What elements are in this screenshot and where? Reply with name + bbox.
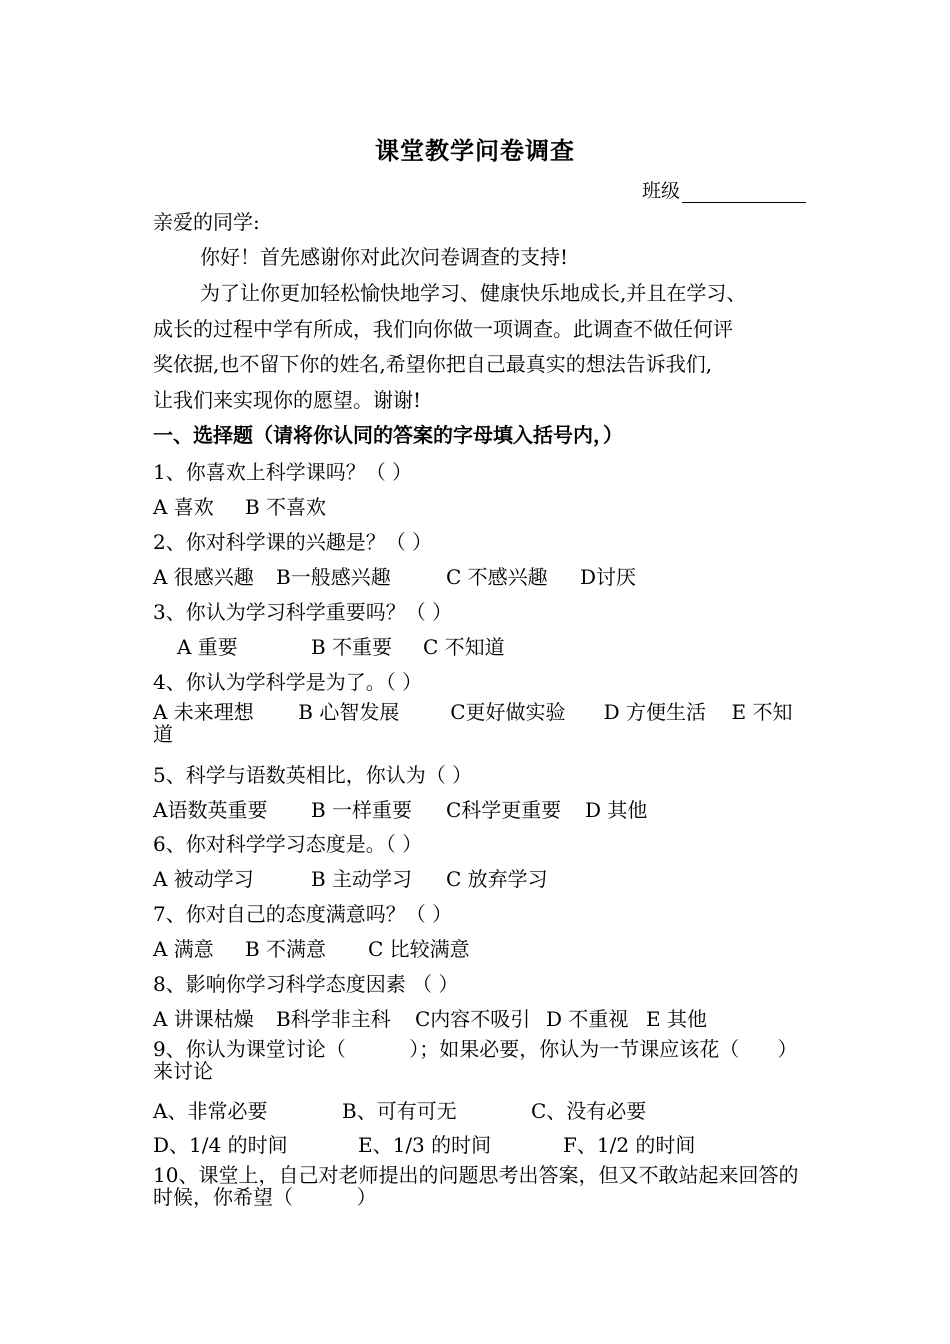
intro-line-1: 为了让你更加轻松愉快地学习、健康快乐地成长,并且在学习、	[200, 281, 747, 305]
question-7: 7、你对自己的态度满意吗？（ ）	[153, 902, 453, 926]
q6-option-a: A 被动学习	[153, 867, 254, 891]
intro-line-3: 奖依据,也不留下你的姓名,希望你把自己最真实的想法告诉我们,	[153, 352, 713, 376]
q7-option-c: C 比较满意	[368, 937, 470, 961]
question-2: 2、你对科学课的兴趣是？（ ）	[153, 530, 433, 554]
q8-option-e: E 其他	[646, 1007, 707, 1031]
q6-option-c: C 放弃学习	[446, 867, 548, 891]
q8-option-a: A 讲课枯燥	[153, 1007, 254, 1031]
q8-option-d: D 不重视	[546, 1007, 629, 1031]
question-9: 9、你认为课堂讨论（ ）；如果必要，你认为一节课应该花（ ）来讨论	[153, 1037, 798, 1083]
q6-option-b: B 主动学习	[311, 867, 413, 891]
q4-options: A 未来理想 B 心智发展 C更好做实验 D 方便生活 E 不知道	[153, 700, 793, 746]
q2-option-d: D讨厌	[580, 565, 637, 589]
q2-option-c: C 不感兴趣	[446, 565, 548, 589]
page-title: 课堂教学问卷调查	[375, 136, 575, 165]
q9-option-b: B、可有可无	[342, 1099, 457, 1123]
q2-option-b: B一般感兴趣	[276, 565, 391, 589]
q1-option-b: B 不喜欢	[245, 495, 327, 519]
question-10: 10、课堂上，自己对老师提出的问题思考出答案，但又不敢站起来回答的时候，你希望（ ）	[153, 1163, 799, 1209]
q3-option-b: B 不重要	[311, 635, 393, 659]
intro-paragraph-1: 你好！首先感谢你对此次问卷调查的支持!	[200, 245, 569, 269]
q9-option-d: D、1/4 的时间	[153, 1133, 288, 1157]
question-3: 3、你认为学习科学重要吗？（ ）	[153, 600, 453, 624]
q5-option-b: B 一样重要	[311, 798, 413, 822]
class-label: 班级	[642, 180, 681, 202]
intro-line-2: 成长的过程中学有所成，我们向你做一项调查。此调查不做任何评	[153, 317, 733, 341]
question-5: 5、科学与语数英相比，你认为（ ）	[153, 763, 473, 787]
question-8: 8、影响你学习科学态度因素 （ ）	[153, 972, 459, 996]
q8-option-c: C内容不吸引	[415, 1007, 531, 1031]
class-field	[642, 176, 806, 203]
question-6: 6、你对科学学习态度是。（ ）	[153, 832, 423, 856]
section-heading: 一、选择题（请将你认同的答案的字母填入括号内，）	[153, 423, 623, 447]
greeting: 亲爱的同学:	[153, 210, 260, 234]
q3-option-a: A 重要	[177, 635, 238, 659]
q9-option-a: A、非常必要	[153, 1099, 268, 1123]
q7-option-a: A 满意	[153, 937, 214, 961]
q2-option-a: A 很感兴趣	[153, 565, 254, 589]
q9-option-f: F、1/2 的时间	[563, 1133, 696, 1157]
q3-option-c: C 不知道	[423, 635, 505, 659]
q5-option-a: A语数英重要	[153, 798, 268, 822]
q9-option-e: E、1/3 的时间	[358, 1133, 492, 1157]
q8-option-b: B科学非主科	[276, 1007, 391, 1031]
class-blank	[682, 182, 806, 203]
intro-line-4: 让我们来实现你的愿望。谢谢!	[153, 388, 422, 412]
question-1: 1、你喜欢上科学课吗？（ ）	[153, 460, 413, 484]
q5-option-c: C科学更重要	[446, 798, 562, 822]
question-4: 4、你认为学科学是为了。（ ）	[153, 670, 423, 694]
q1-option-a: A 喜欢	[153, 495, 214, 519]
q7-option-b: B 不满意	[245, 937, 327, 961]
q9-option-c: C、没有必要	[531, 1099, 647, 1123]
q5-option-d: D 其他	[585, 798, 648, 822]
